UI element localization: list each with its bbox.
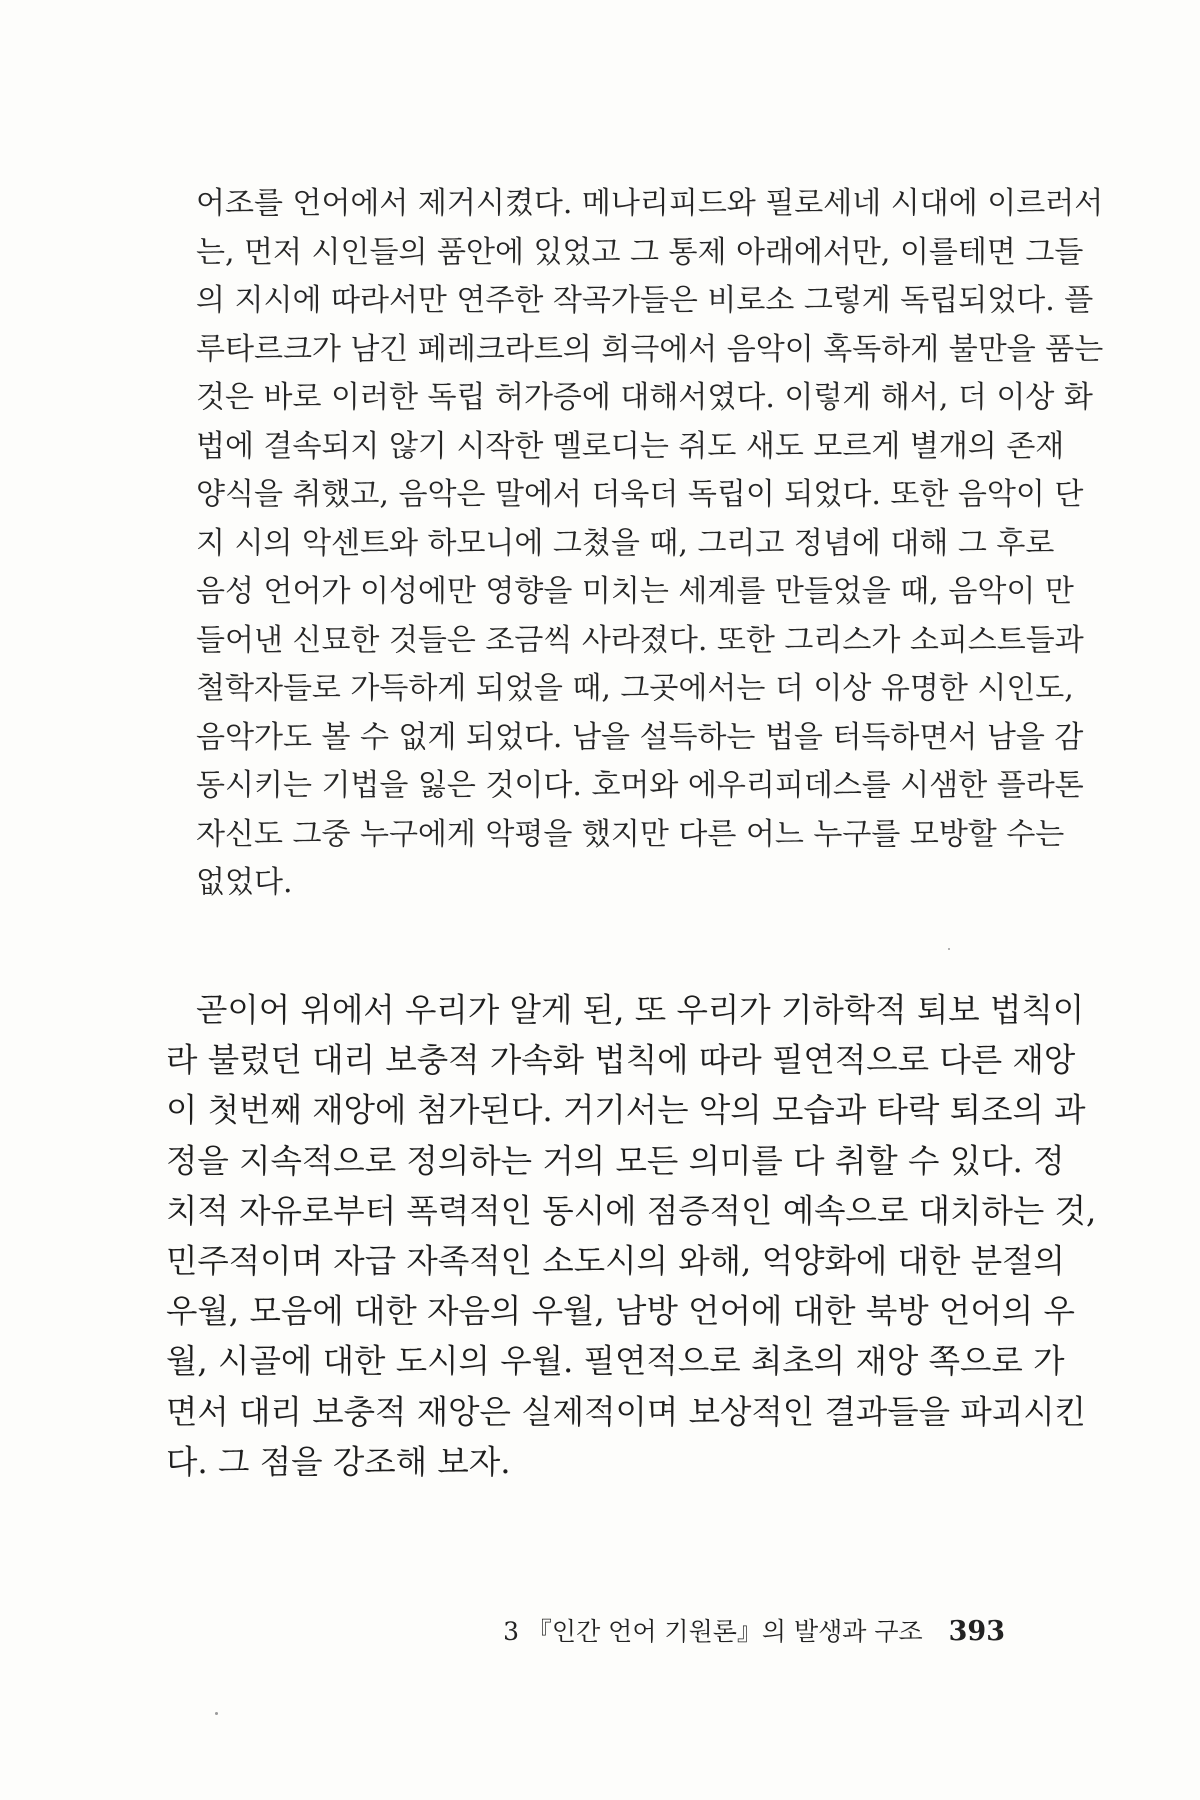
quote-line: 는, 먼저 시인들의 품안에 있었고 그 통제 아래에서만, 이를테면 그들 (196, 234, 1084, 270)
quote-line: 음악가도 볼 수 없게 되었다. 남을 설득하는 법을 터득하면서 남을 감 (196, 719, 1084, 755)
body-line: 라 불렀던 대리 보충적 가속화 법칙에 따라 필연적으로 다른 재앙 (166, 1041, 1076, 1080)
quote-line: 루타르크가 남긴 페레크라트의 희극에서 음악이 혹독하게 불만을 품는 (196, 331, 1104, 367)
quote-line: 철학자들로 가득하게 되었을 때, 그곳에서는 더 이상 유명한 시인도, (196, 671, 1074, 706)
body-paragraph (166, 985, 1097, 1487)
scan-speck (948, 948, 950, 950)
body-line: 정을 지속적으로 정의하는 거의 모든 의미를 다 취할 수 있다. 정 (166, 1141, 1065, 1180)
quote-line: 어조를 언어에서 제거시켰다. 메나리피드와 필로세네 시대에 이르러서 (196, 186, 1104, 221)
body-line: 월, 시골에 대한 도시의 우월. 필연적으로 최초의 재앙 쪽으로 가 (166, 1342, 1065, 1381)
quote-line: 없었다. (196, 865, 293, 900)
quote-line: 동시키는 기법을 잃은 것이다. 호머와 에우리피데스를 시샘한 플라톤 (196, 768, 1084, 803)
chapter-title: 3 『인간 언어 기원론』의 발생과 구조 (503, 1617, 923, 1646)
quote-line: 양식을 취했고, 음악은 말에서 더욱더 독립이 되었다. 또한 음악이 단 (196, 477, 1084, 512)
quote-line: 들어낸 신묘한 것들은 조금씩 사라졌다. 또한 그리스가 소피스트들과 (196, 622, 1084, 658)
quote-line: 음성 언어가 이성에만 영향을 미치는 세계를 만들었을 때, 음악이 만 (196, 574, 1074, 609)
page-number: 393 (948, 1616, 1005, 1647)
body-line: 민주적이며 자급 자족적인 소도시의 와해, 억양화에 대한 분절의 (166, 1241, 1065, 1280)
quote-line: 것은 바로 이러한 독립 허가증에 대해서였다. 이렇게 해서, 더 이상 화 (196, 380, 1093, 415)
body-line: 면서 대리 보충적 재앙은 실제적이며 보상적인 결과들을 파괴시킨 (166, 1392, 1086, 1431)
quote-line: 자신도 그중 누구에게 악평을 했지만 다른 어느 누구를 모방할 수는 (196, 816, 1065, 852)
quote-line: 지 시의 악센트와 하모니에 그쳤을 때, 그리고 정념에 대해 그 후로 (196, 525, 1055, 561)
running-footer (503, 1612, 1005, 1648)
quote-line: 법에 결속되지 않기 시작한 멜로디는 쥐도 새도 모르게 별개의 존재 (196, 428, 1065, 464)
body-line: 곧이어 위에서 우리가 알게 된, 또 우리가 기하학적 퇴보 법칙이 (196, 991, 1085, 1029)
scan-speck (215, 1712, 218, 1715)
block-quotation (196, 180, 1104, 908)
body-line: 우월, 모음에 대한 자음의 우월, 남방 언어에 대한 북방 언어의 우 (166, 1292, 1075, 1331)
body-line: 다. 그 점을 강조해 보자. (166, 1442, 511, 1481)
quote-line: 의 지시에 따라서만 연주한 작곡가들은 비로소 그렇게 독립되었다. 플 (196, 283, 1094, 318)
body-line: 이 첫번째 재앙에 첨가된다. 거기서는 악의 모습과 타락 퇴조의 과 (166, 1091, 1086, 1130)
body-line: 치적 자유로부터 폭력적인 동시에 점증적인 예속으로 대치하는 것, (166, 1191, 1097, 1230)
